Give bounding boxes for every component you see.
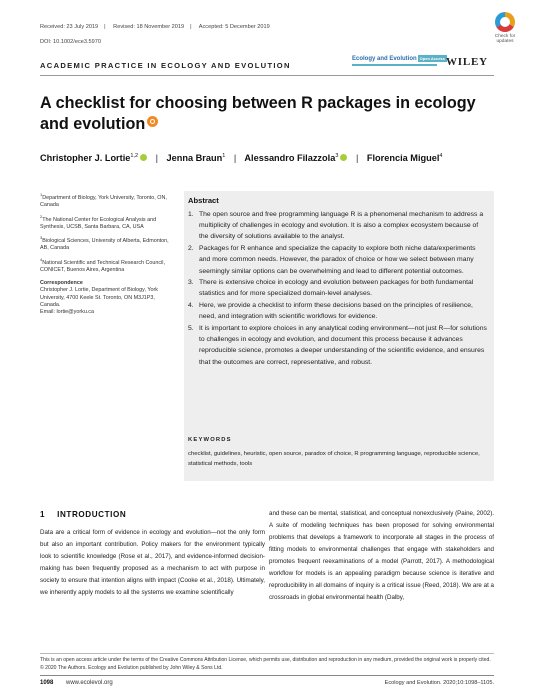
author-name[interactable]: Jenna Braun [166, 153, 223, 164]
author-name[interactable]: Christopher J. Lortie [40, 153, 131, 164]
abstract-item: 1. The open source and free programming language R is a phenomenal mechanism to address a multiplicity of challenges in ecology and evolution. It is also a complex ecosystem because of the diversity of solutions available to the analyst. [188, 211, 484, 241]
intro-paragraph-left: Data are a critical form of evidence in ecology and evolution—not the only form but also an important contribution. Policy makers for the environment typically look to scientific knowledge (Rose et al., 2017), and evidence-informed decision-making has been frequently proposed as a mechanism to act with purpose in society to ensure that intention aligns with impact (Cooke et al., 2018). Ultimately, we inherently apply models to all the systems we examine scientifically [40, 529, 265, 596]
copyright-text: © 2020 The Authors. Ecology and Evolution published by John Wiley & Sons Ltd. [40, 664, 223, 671]
doi[interactable]: DOI: 10.1002/ece3.5970 [40, 39, 101, 45]
crossmark-icon [495, 12, 515, 32]
crossmark-label-1: Check for [494, 34, 516, 39]
keywords-heading: KEYWORDS [188, 437, 232, 443]
author-affil-sup: 1,2 [130, 153, 139, 159]
section-banner: ACADEMIC PRACTICE IN ECOLOGY AND EVOLUTION [40, 61, 291, 70]
intro-paragraph-right: and these can be mental, statistical, and conceptual nonexclusively (Paine, 2002). A suite of modeling techniques has been proposed for solving environmental problems that develops a framework to incorporate all stages in the process of fitting models to environmental challenges that engage with stakeholders and promotes frequent reexaminations of a model (Parrott, 2017). A methodological workflow for models is an appealing paradigm because science is iterative and reproducibility in all domains of inquiry is a critical issue (Reed, 2018). We are at a crossroads in global environmental health (Dalby, [269, 510, 494, 601]
affiliation-item: $^3$Biological Sciences, University of Alberta, Edmonton, AB, Canada [40, 235, 169, 252]
affiliation-item: $^4$National Scientific and Technical Research Council, CONICET, Buenos Aires, Argentina [40, 256, 165, 273]
journal-logo-underline [352, 64, 437, 66]
journal-citation: Ecology and Evolution. 2020;10:1098–1105. [384, 680, 494, 686]
affiliation-item: $^2$The National Center for Ecological Analysis and Synthesis, UCSB, Santa Barbara, CA, USA [40, 213, 157, 230]
journal-url[interactable]: www.ecolevol.org [66, 680, 113, 686]
revised-date: Revised: 18 November 2019 [113, 24, 185, 30]
correspondence-email[interactable]: Email: lortie@yorku.ca [40, 309, 95, 316]
orcid-icon[interactable] [340, 154, 347, 161]
page-number: 1098 [40, 680, 54, 686]
abstract-item: 2. Packages for R enhance and specialize the capacity to explore both niche data/experiments and more common needs. However, the paradox of choice or how we select between many seemingly similar options can be overwhelming and lead to different potential outcomes. [188, 245, 476, 275]
abstract-list [188, 209, 488, 368]
abstract-item: 5. It is important to explore choices in any analytical coding environment—not just R—for solutions to challenges in ecology and evolution, and document this process because it advances reproducible science, promotes a deeper understanding of the scientific evidence, and ensures that the outcomes are correct, representative, and robust. [188, 325, 487, 366]
section-number: 1 [40, 510, 46, 519]
affiliation-item: $^1$Department of Biology, York University, Toronto, ON, Canada [40, 192, 167, 209]
correspondence-heading: Correspondence [40, 280, 83, 287]
open-access-tag: Open Access [419, 56, 445, 61]
footnote-divider [40, 653, 494, 654]
author-list: Christopher J. Lortie$^{1,2}$ | Jenna Braun$^1$ | Alessandro Filazzola$^3$ | Florencia Miguel$^4$ [40, 153, 443, 164]
journal-name: Ecology and Evolution [352, 56, 417, 63]
license-note [40, 657, 494, 673]
keywords-list: checklist, guidelines, heuristic, open source, paradox of choice, R programming language, reproducible science, statistical methods, tools [188, 451, 480, 467]
footer-divider [40, 675, 494, 676]
crossmark-badge[interactable] [488, 12, 522, 45]
author-name[interactable]: Florencia Miguel [366, 153, 440, 164]
crossmark-label-2: updates [496, 39, 514, 45]
publisher-logo[interactable]: WILEY [446, 56, 488, 68]
section-title: INTRODUCTION [57, 510, 127, 519]
accepted-date: Accepted: 5 December 2019 [198, 24, 270, 30]
affiliations [40, 191, 175, 320]
received-date: Received: 23 July 2019 [40, 24, 99, 30]
author-affil-sup: 1 [222, 153, 226, 159]
abstract-item: 3. There is extensive choice in ecology and evolution between packages for both fundamental statistics and for more specialized domain-level analyses. [188, 279, 474, 298]
article-title-text: A checklist for choosing between R packages in ecology and evolution [40, 94, 476, 133]
header-divider [40, 75, 494, 76]
abstract-heading: Abstract [188, 196, 219, 205]
author-affil-sup: 4 [439, 153, 443, 159]
article-dates: Received: 23 July 2019 | Revised: 18 November 2019 | Accepted: 5 December 2019 [40, 24, 270, 30]
article-title [40, 93, 490, 135]
open-access-icon [147, 116, 158, 127]
author-affil-sup: 3 [335, 153, 339, 159]
journal-logo[interactable] [352, 55, 447, 62]
section-heading-introduction [40, 510, 126, 519]
author-name[interactable]: Alessandro Filazzola [244, 153, 336, 164]
license-text: This is an open access article under the terms of the Creative Commons Attribution License, which permits use, distribution and reproduction in any medium, provided the original work is properly cited. [40, 657, 491, 663]
abstract-item: 4. Here, we provide a checklist to inform these decisions based on the principles of resilience, need, and integration with scientific workflows for evidence. [188, 302, 473, 321]
correspondence-address: Christopher J. Lortie, Department of Biology, York University, 4700 Keele St. Toronto, ON M3J1P3, Canada. Email: lortie@yorku.ca [40, 287, 158, 316]
orcid-icon[interactable] [140, 154, 147, 161]
